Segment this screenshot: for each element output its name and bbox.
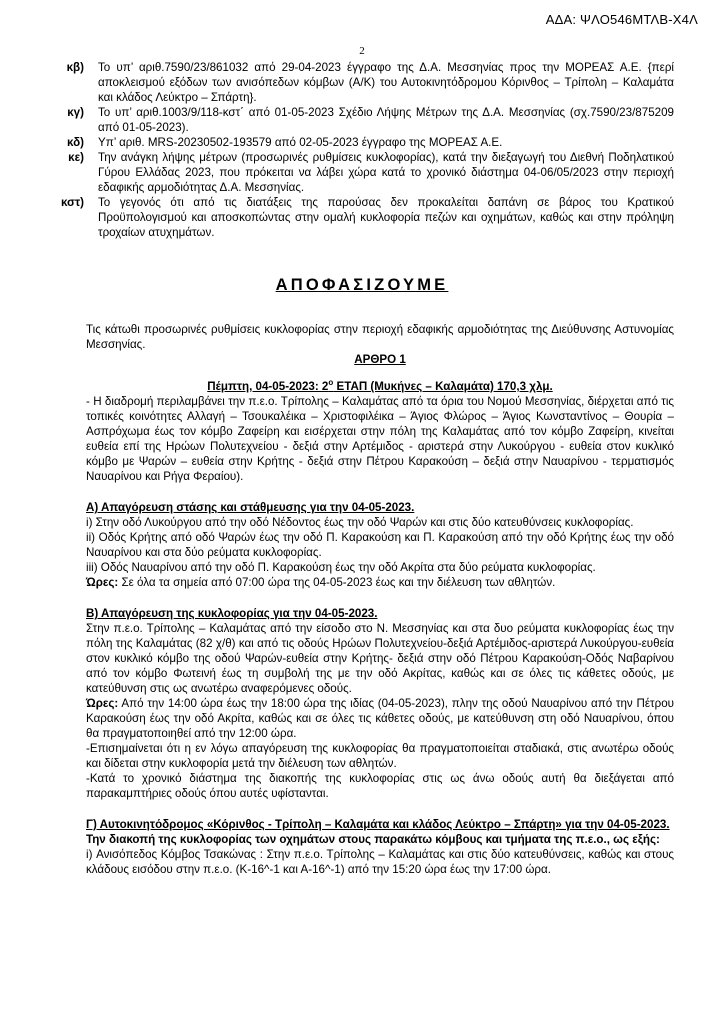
section-a-item: ii) Οδός Κρήτης από οδό Ψαρών έως την οδό Π. Καρακούση και Π. Καρακούση από την οδό Κρήτης έως την οδό Ναυαρίνου και στα δύο ρεύματα κυκλοφορίας. — [86, 531, 674, 559]
section-a-title: Α) Απαγόρευση στάσης και στάθμευσης για την 04-05-2023. — [86, 501, 415, 514]
consideration-item — [24, 105, 674, 135]
section-a-item: iii) Οδός Ναυαρίνου από την οδό Π. Καρακούση έως την οδό Ακρίτα στα δύο ρεύματα κυκλοφορίας. — [86, 561, 596, 574]
consideration-text: Το γεγονός ότι από τις διατάξεις της παρούσας δεν προκαλείται δαπάνη σε βάρος του Κρατικού Προϋπολογισμού και αποσκοπώντας στην ομαλή κυκλοφορία πεζών και οχημάτων, καθώς και στην πρόληψη τροχαίων ατυχημάτων. — [98, 196, 674, 239]
hours-text: Σε όλα τα σημεία από 07:00 ώρα της 04-05-2023 έως και την διέλευση των αθλητών. — [118, 576, 556, 589]
consideration-label: κε) — [68, 151, 84, 164]
section-a-item: i) Στην οδό Λυκούργου από την οδό Νέδοντος έως την οδό Ψαρών και στις δύο κατευθύνσεις κυκλοφορίας. — [86, 516, 634, 529]
section-b-note: -Επισημαίνεται ότι η εν λόγω απαγόρευση της κυκλοφορίας θα πραγματοποιείται σταδιακά, στις ανωτέρω οδούς και δίδεται στην κυκλοφορία μετά την διέλευση των αθλητών. — [86, 742, 674, 770]
main-body — [86, 322, 674, 877]
hours-label: Ώρες: — [86, 576, 119, 589]
consideration-text: Την ανάγκη λήψης μέτρων (προσωρινές ρυθμίσεις κυκλοφορίας), κατά την διεξαγωγή του Διεθνή Ποδηλατικού Γύρου Ελλάδας 2023, που πρόκειται να λάβει χώρα κατά το χρονικό διάστημα 04-06/05/2023 στην περιοχή εδαφικής αρμοδιότητας Δ.Α. Μεσσηνίας. — [98, 151, 674, 194]
hours-text: Από την 14:00 ώρα έως την 18:00 ώρα της ιδίας (04-05-2023), πλην της οδού Ναυαρίνου από την Πέτρου Καρακούση έως την οδό Ακρίτα, καθώς και σε όλες τις κάθετες οδούς, με κατεύθυνση στη οδό Ναυαρίνου, όπου θα πραγματοποιηθεί από την 12:00 ώρα. — [86, 697, 674, 740]
ada-code: ΑΔΑ: ΨΛΟ546ΜΤΛΒ-Χ4Λ — [545, 12, 698, 27]
section-b-paragraph: Στην π.ε.ο. Τρίπολης – Καλαμάτας από την είσοδο στο Ν. Μεσσηνίας και στα δυο ρεύματα κυκλοφορίας έως την πόλη της Καλαμάτας (82 χ/θ) και από τις οδούς Ηρώων Πολυτεχνείου-δεξιά Αρτέμιδος-αριστερά Λυκούργου-ευθεία στον κυκλικό κόμβο της οδού Ψαρών-ευθεία στην Κρήτης- δεξιά στην οδό Πέτρου Καρακούση-Οδός Ναβαρίνου από τον κόμβο Φωτεινή έως τη συμβολή της με την οδό Ακρίτας, καθώς και σε όλες τις κάθετες οδούς, με κατεύθυνση στις ως ανωτέρω αναφερόμενες οδούς. — [86, 622, 674, 695]
stage-day: Πέμπτη, 04-05-2023: 2 — [207, 380, 329, 393]
stage-rest: ΕΤΑΠ (Μυκήνες – Καλαμάτα) 170,3 χλμ. — [333, 380, 553, 393]
page-number: 2 — [359, 45, 365, 57]
consideration-item — [24, 60, 674, 105]
consideration-text: Υπ’ αριθ. MRS-20230502-193579 από 02-05-2023 έγγραφο της ΜΟΡΕΑΣ Α.Ε. — [98, 136, 503, 149]
consideration-text: Το υπ’ αριθ.7590/23/861032 από 29-04-2023 έγγραφο της Δ.Α. Μεσσηνίας προς την ΜΟΡΕΑΣ Α.Ε. {περί αποκλεισμού εξόδων των ανισόπεδων κόμβων (Α/Κ) του Αυτοκινητόδρομου Κόρινθος – Τρίπολη – Καλαμάτα και κλάδος Λεύκτρο – Σπάρτη}. — [98, 61, 674, 104]
consideration-text: Το υπ’ αριθ.1003/9/118-κστ΄ από 01-05-2023 Σχέδιο Λήψης Μέτρων της Δ.Α. Μεσσηνίας (σχ.7590/23/875209 από 01-05-2023). — [98, 106, 674, 134]
consideration-label: κγ) — [67, 106, 84, 119]
section-b-note: -Κατά το χρονικό διάστημα της διακοπής της κυκλοφορίας στις ως άνω οδούς αυτή θα διεξάγεται από παρακαμπτήριες οδούς όπου αυτές υφίστανται. — [86, 772, 674, 800]
route-paragraph: - Η διαδρομή περιλαμβάνει την π.ε.ο. Τρίπολης – Καλαμάτας από τα όρια του Νομού Μεσσηνίας, διέρχεται από τις τοπικές κοινότητες Αλλαγή – Τσουκαλέικα – Χριστοφιλέικα – Άγιος Φλώρος – Άγιος Κωνσταντίνος – Θουρία – Ασπρόχωμα έως τον κόμβο Ζαφείρη και εισέρχεται στην πόλη της Καλαμάτας από τον κόμβο Ζαφείρη, κινείται ευθεία επί της Ηρώων Πολυτεχνείου - δεξιά στην Αρτέμιδος - αριστερά στην Λυκούργου - ευθεία στον κυκλικό κόμβο με Ψαρών – ευθεία στην Κρήτης - δεξιά στην Πέτρου Καρακούση – δεξιά στην Ναυαρίνου - τερματισμός Ναυαρίνου και Ρήγα Φεραίου). — [86, 395, 674, 483]
stage-heading — [86, 379, 674, 394]
hours-label: Ώρες: — [86, 697, 119, 710]
section-b-hours — [86, 696, 674, 741]
article-heading: ΑΡΘΡΟ 1 — [354, 353, 406, 366]
consideration-label: κβ) — [66, 61, 84, 74]
section-c-title: Γ) Αυτοκινητόδρομος «Κόρινθος - Τρίπολη – Καλαμάτα και κλάδος Λεύκτρο – Σπάρτη» για την 04-05-2023. — [86, 818, 670, 831]
considerations-list — [24, 60, 674, 240]
section-a-hours — [86, 575, 674, 590]
consideration-item — [24, 150, 674, 195]
stage-ordinal: ο — [328, 378, 334, 388]
section-c-subtitle: Την διακοπή της κυκλοφορίας των οχημάτων στους παρακάτω κόμβους και τμήματα της π.ε.ο., ως εξής: — [86, 833, 660, 846]
consideration-item — [24, 195, 674, 240]
intro-paragraph: Τις κάτωθι προσωρινές ρυθμίσεις κυκλοφορίας στην περιοχή εδαφικής αρμοδιότητας της Διεύθυνσης Αστυνομίας Μεσσηνίας. — [86, 323, 674, 351]
consideration-label: κστ) — [60, 196, 84, 209]
decision-title: ΑΠΟΦΑΣΙΖΟΥΜΕ — [275, 276, 449, 294]
consideration-label: κδ) — [67, 136, 84, 149]
consideration-item — [24, 135, 674, 150]
section-b-title: Β) Απαγόρευση της κυκλοφορίας για την 04-05-2023. — [86, 607, 378, 620]
section-c-item: i) Ανισόπεδος Κόμβος Τσακώνας : Στην π.ε.ο. Τρίπολης – Καλαμάτας και στις δύο κατευθύνσεις, καθώς και στους κλάδους εισόδου στην π.ε.ο. (Κ-16^-1 και Α-16^-1) από την 15:20 ώρα έως την 17:00 ώρα. — [86, 848, 674, 876]
